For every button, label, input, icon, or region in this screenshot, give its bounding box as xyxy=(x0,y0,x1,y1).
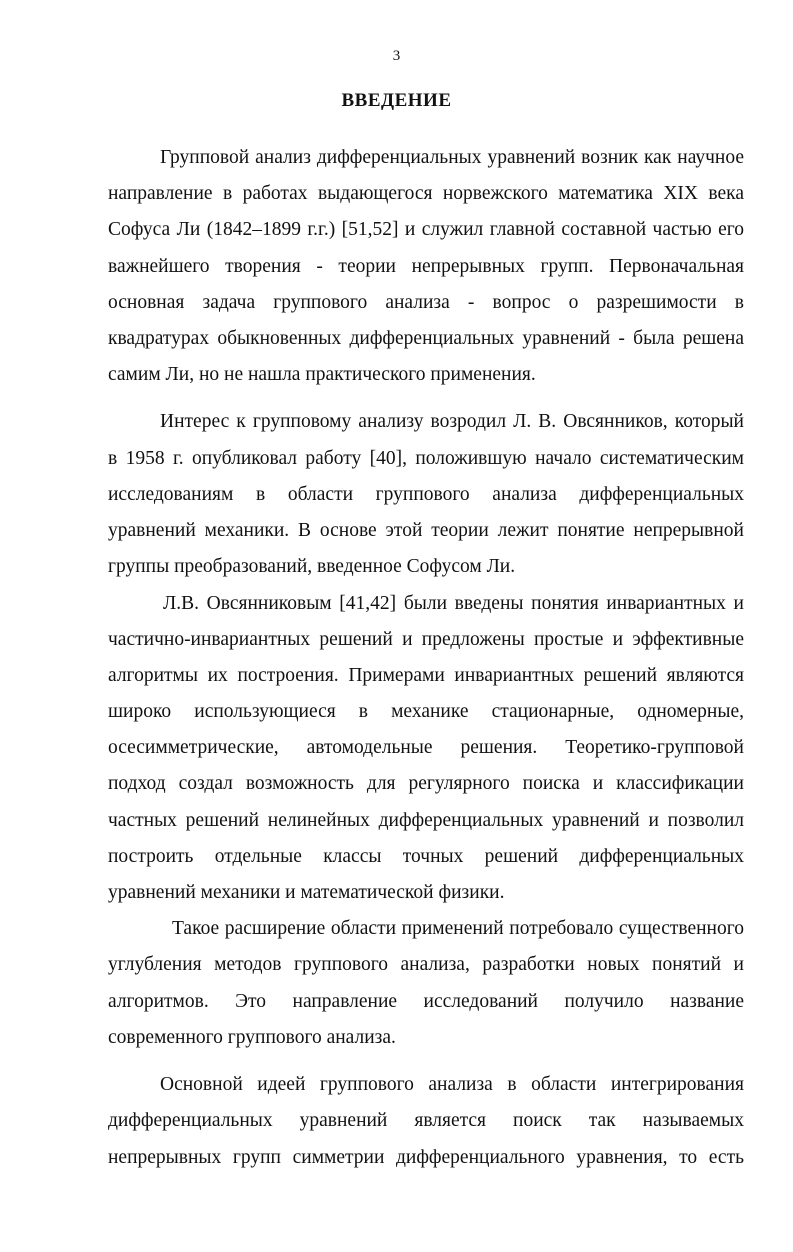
page-number: 3 xyxy=(392,48,401,64)
text-line: подход создал возможность для регулярного поиска и классификации xyxy=(108,773,744,794)
text-line: Основной идеей группового анализа в области интегрирования xyxy=(160,1074,744,1095)
text-line: осесимметрические, автомодельные решения. Теоретико-групповой xyxy=(108,737,744,758)
text-line: квадратурах обыкновенных дифференциальных уравнений - была решена xyxy=(108,328,744,349)
text-line: самим Ли, но не нашла практического применения. xyxy=(108,364,536,385)
text-line: углубления методов группового анализа, разработки новых понятий и xyxy=(108,954,744,975)
text-line: частично-инвариантных решений и предложены простые и эффективные xyxy=(108,629,744,650)
text-line: Групповой анализ дифференциальных уравнений возник как научное xyxy=(160,147,744,168)
text-line: алгоритмов. Это направление исследований получило название xyxy=(108,991,744,1012)
text-line: широко использующиеся в механике стационарные, одномерные, xyxy=(108,701,744,722)
text-line: важнейшего творения - теории непрерывных групп. Первоначальная xyxy=(108,256,744,277)
text-line: уравнений механики. В основе этой теории лежит понятие непрерывной xyxy=(108,520,744,541)
text-line: Л.В. Овсянниковым [41,42] были введены понятия инвариантных и xyxy=(163,593,744,614)
text-line: основная задача группового анализа - вопрос о разрешимости в xyxy=(108,292,744,313)
text-line: группы преобразований, введенное Софусом Ли. xyxy=(108,556,516,577)
text-line: современного группового анализа. xyxy=(108,1027,396,1048)
text-line: исследованиям в области группового анализа дифференциальных xyxy=(108,484,744,505)
text-line: уравнений механики и математической физики. xyxy=(108,882,505,903)
text-line: дифференциальных уравнений является поиск так называемых xyxy=(108,1110,744,1131)
text-line: Такое расширение области применений потребовало существенного xyxy=(172,918,744,939)
text-line: алгоритмы их построения. Примерами инвариантных решений являются xyxy=(108,665,744,686)
text-line: частных решений нелинейных дифференциальных уравнений и позволил xyxy=(108,810,744,831)
text-line: в 1958 г. опубликовал работу [40], положившую начало систематическим xyxy=(108,448,744,469)
text-line: построить отдельные классы точных решений дифференциальных xyxy=(108,846,744,867)
text-line: непрерывных групп симметрии дифференциального уравнения, то есть xyxy=(108,1147,744,1168)
text-line: Софуса Ли (1842–1899 г.г.) [51,52] и служил главной составной частью его xyxy=(108,219,744,240)
page-title: ВВЕДЕНИЕ xyxy=(341,90,452,111)
text-line: направление в работах выдающегося норвежского математика XIX века xyxy=(108,183,744,204)
text-line: Интерес к групповому анализу возродил Л. В. Овсянников, который xyxy=(160,411,744,432)
